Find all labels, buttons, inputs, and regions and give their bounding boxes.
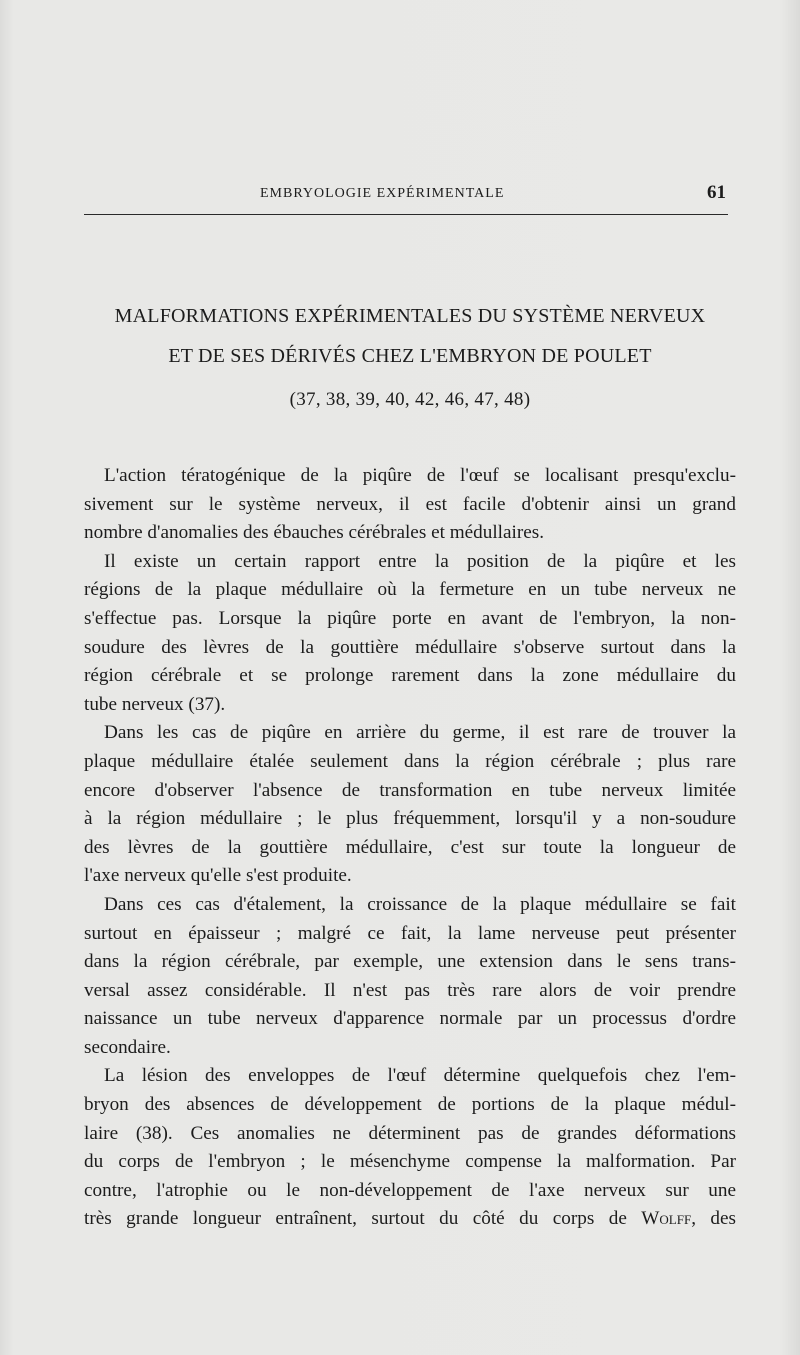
text-line: région cérébrale et se prolonge rarement dans la zone médullaire du bbox=[84, 665, 736, 687]
text-line: Il existe un certain rapport entre la position de la piqûre et les bbox=[104, 550, 736, 572]
chapter-title bbox=[84, 296, 736, 420]
author-name-wolff: Wolff bbox=[641, 1208, 692, 1230]
text-line: L'action tératogénique de la piqûre de l'œuf se localisant presqu'exclu- bbox=[104, 465, 736, 486]
running-title: EMBRYOLOGIE EXPÉRIMENTALE bbox=[260, 186, 505, 201]
text-line: du corps de l'embryon ; le mésenchyme compense la malformation. Par bbox=[84, 1151, 736, 1173]
title-line-2: ET DE SES DÉRIVÉS CHEZ L'EMBRYON DE POULET bbox=[168, 345, 652, 367]
text-line: versal assez considérable. Il n'est pas très rare alors de voir prendre bbox=[84, 979, 736, 1001]
header-rule bbox=[84, 214, 728, 215]
text-fragment: très grande longueur entraînent, surtout du côté du corps de bbox=[84, 1208, 642, 1230]
text-line: laire (38). Ces anomalies ne déterminent pas de grandes déformations bbox=[84, 1122, 736, 1144]
text-line: surtout en épaisseur ; malgré ce fait, la lame nerveuse peut présenter bbox=[84, 922, 736, 944]
text-line: Dans ces cas d'étalement, la croissance de la plaque médullaire se fait bbox=[104, 893, 736, 915]
page-number: 61 bbox=[707, 182, 726, 203]
text-line: soudure des lèvres de la gouttière médullaire s'observe surtout dans la bbox=[84, 636, 736, 658]
text-line: sivement sur le système nerveux, il est facile d'obtenir ainsi un grand bbox=[84, 493, 736, 515]
text-line: tube nerveux (37). bbox=[84, 693, 226, 715]
text-line: Dans les cas de piqûre en arrière du germe, il est rare de trouver la bbox=[104, 722, 736, 744]
text-line: l'axe nerveux qu'elle s'est produite. bbox=[84, 865, 352, 887]
text-line: encore d'observer l'absence de transformation en tube nerveux limitée bbox=[84, 779, 736, 801]
text-line: à la région médullaire ; le plus fréquemment, lorsqu'il y a non-soudure bbox=[84, 808, 736, 830]
running-head bbox=[84, 180, 736, 210]
text-line: La lésion des enveloppes de l'œuf détermine quelquefois chez l'em- bbox=[104, 1065, 736, 1087]
text-line: régions de la plaque médullaire où la fermeture en un tube nerveux ne bbox=[84, 579, 736, 601]
text-fragment: , des bbox=[691, 1208, 736, 1230]
text-line: bryon des absences de développement de portions de la plaque médul- bbox=[84, 1094, 736, 1116]
body-text bbox=[84, 462, 736, 1234]
text-line: des lèvres de la gouttière médullaire, c'est sur toute la longueur de bbox=[84, 836, 736, 858]
text-line: nombre d'anomalies des ébauches cérébrales et médullaires. bbox=[84, 522, 545, 544]
text-line: dans la région cérébrale, par exemple, une extension dans le sens trans- bbox=[84, 951, 736, 973]
text-line-final bbox=[84, 1205, 736, 1234]
text-line: contre, l'atrophie ou le non-développement de l'axe nerveux sur une bbox=[84, 1179, 736, 1201]
title-line-1: MALFORMATIONS EXPÉRIMENTALES DU SYSTÈME NERVEUX bbox=[114, 305, 706, 327]
text-line: naissance un tube nerveux d'apparence normale par un processus d'ordre bbox=[84, 1008, 736, 1030]
text-line: plaque médullaire étalée seulement dans la région cérébrale ; plus rare bbox=[84, 750, 736, 772]
text-line: s'effectue pas. Lorsque la piqûre porte en avant de l'embryon, la non- bbox=[84, 607, 736, 629]
text-line: secondaire. bbox=[84, 1036, 171, 1058]
title-references: (37, 38, 39, 40, 42, 46, 47, 48) bbox=[289, 389, 531, 410]
